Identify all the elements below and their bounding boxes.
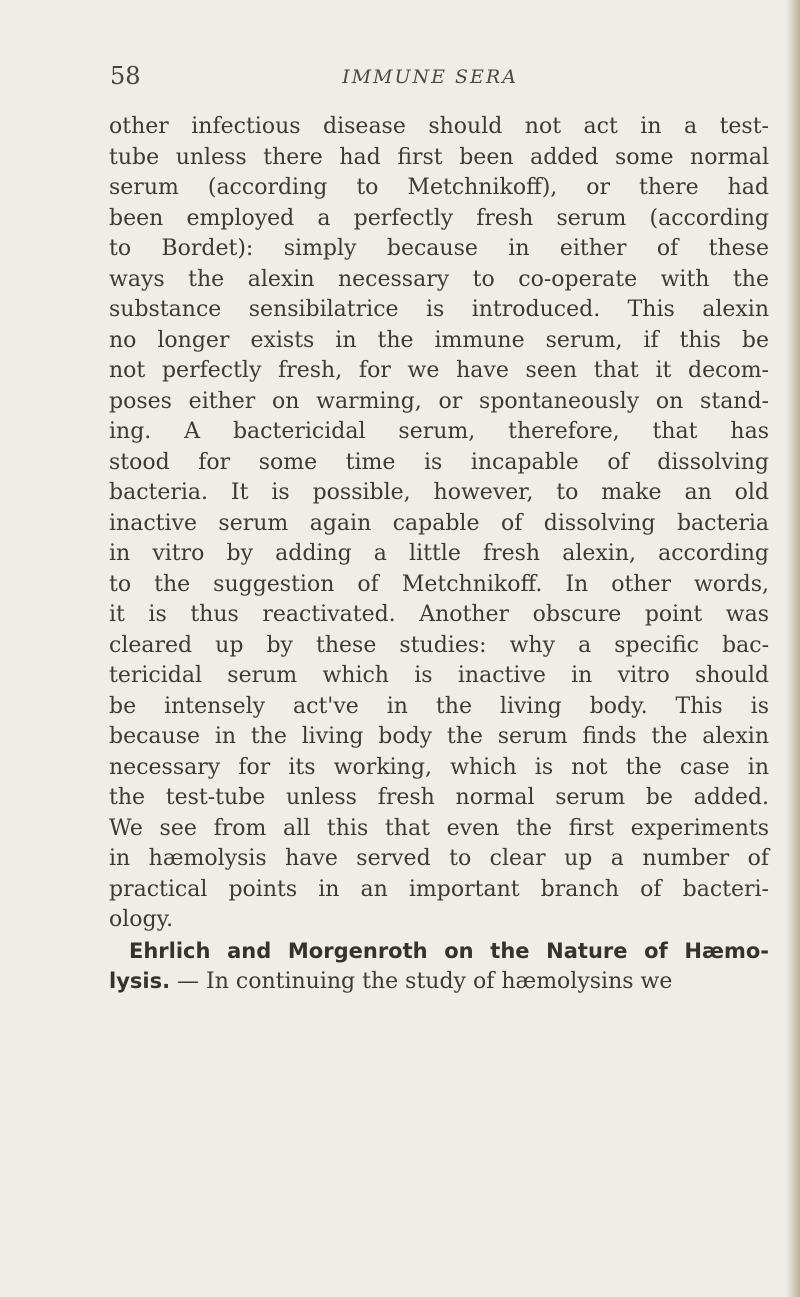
section-text: — In continuing the study of hæmolysins we	[170, 969, 673, 994]
text-line: to Bordet): simply because in either of these	[109, 236, 769, 261]
text-line: be intensely act've in the living body. This is	[109, 693, 769, 719]
text-line: it is thus reactivated. Another obscure point was	[109, 602, 769, 627]
text-line: in hæmolysis have served to clear up a number of	[109, 846, 769, 871]
page-header	[110, 62, 750, 98]
text-line: practical points in an important branch of bacteri-	[109, 876, 769, 902]
text-line: substance sensibilatrice is introduced. This alexin	[109, 297, 769, 322]
section-heading-end: lysis.	[109, 969, 171, 993]
text-line: ways the alexin necessary to co-operate with the	[109, 266, 769, 292]
text-line: ing. A bactericidal serum, therefore, that has	[109, 419, 769, 444]
section-heading-text: Ehrlich and Morgenroth on the Nature of Hæmo-	[129, 938, 769, 963]
text-line: serum (according to Metchnikoff), or there had	[109, 175, 769, 200]
text-line: to the suggestion of Metchnikoff. In other words,	[109, 571, 769, 597]
section-heading	[109, 936, 769, 967]
text-line: ology.	[109, 907, 174, 932]
text-line: not perfectly fresh, for we have seen that it decom-	[109, 358, 769, 383]
text-line: tube unless there had first been added some normal	[109, 144, 769, 170]
running-title: IMMUNE SERA	[342, 66, 518, 88]
text-line: We see from all this that even the first experiments	[109, 815, 769, 841]
text-line: necessary for its working, which is not the case in	[109, 754, 769, 780]
text-line: inactive serum again capable of dissolving bacteria	[109, 510, 769, 536]
text-line: been employed a perfectly fresh serum (according	[109, 205, 769, 231]
text-line: cleared up by these studies: why a specific bac-	[109, 632, 769, 658]
text-line: no longer exists in the immune serum, if this be	[109, 327, 769, 353]
text-line: in vitro by adding a little fresh alexin, according	[109, 541, 769, 566]
text-line: stood for some time is incapable of dissolving	[109, 449, 769, 475]
section-first-line	[109, 966, 769, 997]
text-line: poses either on warming, or spontaneously on stand-	[109, 388, 769, 414]
text-line: tericidal serum which is inactive in vitro should	[109, 663, 769, 688]
text-line: the test-tube unless fresh normal serum be added.	[109, 785, 769, 810]
body-text	[109, 112, 769, 997]
text-line: other infectious disease should not act in a test-	[109, 114, 769, 139]
page-edge-shadow	[786, 0, 800, 1297]
page-number: 58	[110, 62, 141, 90]
text-line: bacteria. It is possible, however, to make an old	[109, 480, 769, 505]
text-line: because in the living body the serum finds the alexin	[109, 724, 769, 749]
